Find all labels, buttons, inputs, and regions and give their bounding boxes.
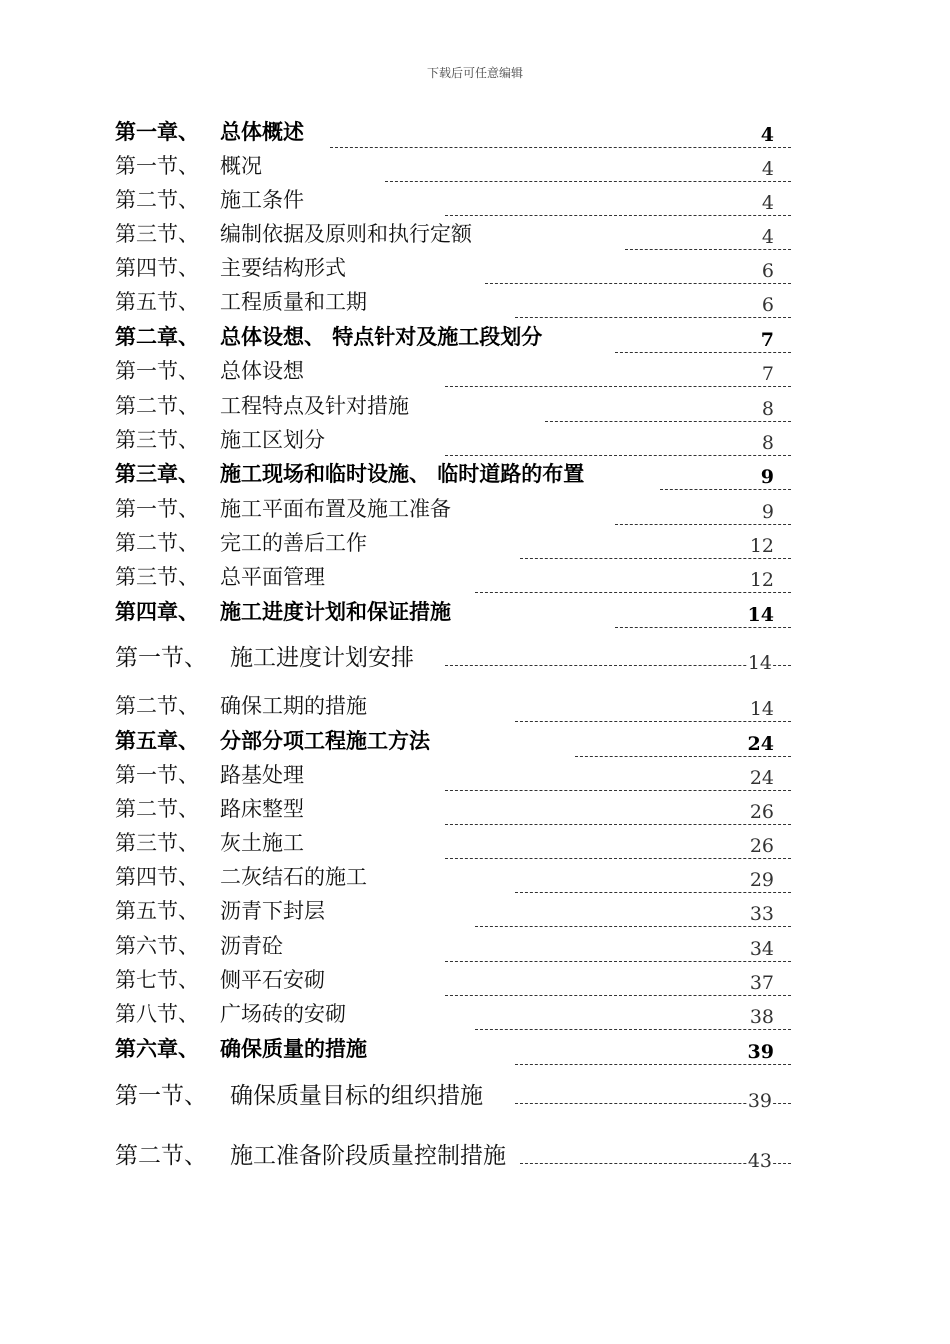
toc-page-number: 7 (760, 329, 774, 351)
toc-dot-leader (615, 626, 791, 628)
toc-entry-number: 第二节、 (115, 694, 199, 718)
toc-section-row[interactable] (115, 428, 791, 458)
toc-section-row[interactable] (115, 899, 791, 929)
toc-entry-title: 总平面管理 (220, 565, 325, 589)
toc-entry-number: 第三节、 (115, 831, 199, 855)
toc-section-row[interactable] (115, 290, 791, 320)
toc-dot-leader (515, 720, 791, 722)
toc-page-number: 26 (749, 835, 774, 857)
toc-page-number: 4 (761, 158, 774, 180)
toc-section-row[interactable] (115, 1144, 791, 1174)
toc-dot-leader (475, 1028, 791, 1030)
toc-entry-title: 概况 (220, 154, 262, 178)
toc-entry-title: 沥青下封层 (220, 899, 325, 923)
toc-section-row[interactable] (115, 694, 791, 724)
toc-dot-leader (445, 960, 791, 962)
toc-dot-leader (515, 891, 791, 893)
toc-entry-number: 第六节、 (115, 934, 199, 958)
toc-page-number: 39 (747, 1090, 772, 1112)
toc-section-row[interactable] (115, 865, 791, 895)
toc-dot-leader (575, 755, 791, 757)
toc-entry-title: 沥青砼 (220, 934, 283, 958)
toc-dot-leader (445, 454, 791, 456)
toc-entry-number: 第二节、 (115, 394, 199, 418)
toc-page-number: 9 (760, 466, 774, 488)
toc-dot-leader (515, 316, 791, 318)
toc-page-number: 6 (761, 260, 774, 282)
toc-entry-title: 工程质量和工期 (220, 290, 367, 314)
toc-dot-leader (445, 385, 791, 387)
toc-page-number: 6 (761, 294, 774, 316)
toc-entry-number: 第三节、 (115, 428, 199, 452)
toc-entry-number: 第二节、 (115, 1143, 207, 1169)
toc-entry-number: 第一节、 (115, 763, 199, 787)
toc-dot-leader (445, 994, 791, 996)
toc-chapter-row[interactable] (115, 462, 791, 492)
toc-section-row[interactable] (115, 646, 791, 676)
toc-entry-number: 第一章、 (115, 120, 199, 144)
toc-page-number: 14 (747, 652, 772, 674)
toc-dot-leader (445, 664, 791, 666)
toc-entry-number: 第五章、 (115, 729, 199, 753)
toc-entry-number: 第二章、 (115, 325, 199, 349)
toc-chapter-row[interactable] (115, 325, 791, 355)
toc-page-number: 8 (761, 398, 774, 420)
toc-section-row[interactable] (115, 831, 791, 861)
toc-entry-number: 第五节、 (115, 290, 199, 314)
toc-entry-number: 第五节、 (115, 899, 199, 923)
toc-page-number: 4 (761, 226, 774, 248)
toc-entry-title: 灰土施工 (220, 831, 304, 855)
toc-section-row[interactable] (115, 1084, 791, 1114)
toc-dot-leader (545, 420, 791, 422)
toc-chapter-row[interactable] (115, 120, 791, 150)
toc-entry-title: 二灰结石的施工 (220, 865, 367, 889)
toc-dot-leader (445, 857, 791, 859)
toc-entry-number: 第四节、 (115, 256, 199, 280)
toc-entry-number: 第三节、 (115, 565, 199, 589)
toc-page-number: 26 (749, 801, 774, 823)
toc-dot-leader (385, 180, 791, 182)
toc-entry-title: 确保工期的措施 (220, 694, 367, 718)
toc-entry-title: 施工区划分 (220, 428, 325, 452)
toc-entry-title: 完工的善后工作 (220, 531, 367, 555)
toc-page-number: 8 (761, 432, 774, 454)
toc-page-number: 7 (761, 363, 774, 385)
toc-entry-title: 路床整型 (220, 797, 304, 821)
toc-entry-title: 施工进度计划和保证措施 (220, 600, 451, 624)
toc-page-number: 14 (747, 604, 774, 626)
toc-entry-number: 第一节、 (115, 645, 207, 671)
toc-page-number: 4 (761, 192, 774, 214)
toc-entry-title: 施工准备阶段质量控制措施 (230, 1143, 506, 1169)
toc-entry-title: 编制依据及原则和执行定额 (220, 222, 472, 246)
toc-entry-number: 第一节、 (115, 497, 199, 521)
toc-entry-number: 第二节、 (115, 797, 199, 821)
toc-section-row[interactable] (115, 968, 791, 998)
toc-section-row[interactable] (115, 497, 791, 527)
toc-chapter-row[interactable] (115, 729, 791, 759)
toc-section-row[interactable] (115, 565, 791, 595)
toc-entry-title: 工程特点及针对措施 (220, 394, 409, 418)
toc-page-number: 29 (749, 869, 774, 891)
toc-section-row[interactable] (115, 154, 791, 184)
toc-dot-leader (445, 823, 791, 825)
toc-dot-leader (615, 351, 791, 353)
toc-page-number: 38 (749, 1006, 774, 1028)
toc-page-number: 14 (749, 698, 774, 720)
toc-entry-title: 施工进度计划安排 (230, 645, 414, 671)
toc-page-number: 12 (749, 569, 774, 591)
toc-entry-number: 第三节、 (115, 222, 199, 246)
toc-entry-title: 总体设想 (220, 359, 304, 383)
toc-dot-leader (625, 248, 791, 250)
toc-section-row[interactable] (115, 188, 791, 218)
toc-dot-leader (515, 1063, 791, 1065)
toc-chapter-row[interactable] (115, 1037, 791, 1067)
toc-entry-number: 第二节、 (115, 531, 199, 555)
toc-entry-number: 第四章、 (115, 600, 199, 624)
toc-page-number: 12 (749, 535, 774, 557)
toc-section-row[interactable] (115, 763, 791, 793)
toc-entry-title: 路基处理 (220, 763, 304, 787)
toc-entry-title: 施工现场和临时设施、 临时道路的布置 (220, 462, 585, 486)
toc-entry-number: 第六章、 (115, 1037, 199, 1061)
toc-entry-title: 总体概述 (220, 120, 304, 144)
toc-entry-number: 第一节、 (115, 154, 199, 178)
toc-entry-title: 分部分项工程施工方法 (220, 729, 430, 753)
toc-page-number: 24 (749, 767, 774, 789)
toc-entry-number: 第一节、 (115, 1083, 207, 1109)
toc-dot-leader (475, 925, 791, 927)
toc-chapter-row[interactable] (115, 600, 791, 630)
toc-entry-number: 第七节、 (115, 968, 199, 992)
toc-dot-leader (445, 214, 791, 216)
toc-entry-title: 确保质量目标的组织措施 (230, 1083, 483, 1109)
toc-section-row[interactable] (115, 359, 791, 389)
toc-entry-title: 施工平面布置及施工准备 (220, 497, 451, 521)
toc-entry-number: 第二节、 (115, 188, 199, 212)
toc-section-row[interactable] (115, 256, 791, 286)
toc-dot-leader (520, 557, 791, 559)
toc-section-row[interactable] (115, 934, 791, 964)
toc-dot-leader (485, 282, 791, 284)
toc-entry-title: 施工条件 (220, 188, 304, 212)
toc-section-row[interactable] (115, 222, 791, 252)
toc-entry-title: 广场砖的安砌 (220, 1002, 346, 1026)
toc-entry-number: 第四节、 (115, 865, 199, 889)
toc-dot-leader (445, 789, 791, 791)
toc-page-number: 37 (749, 972, 774, 994)
toc-entry-title: 总体设想、 特点针对及施工段划分 (220, 325, 543, 349)
toc-entry-number: 第一节、 (115, 359, 199, 383)
page-header: 下载后可任意编辑 (426, 66, 523, 80)
toc-dot-leader (475, 591, 791, 593)
toc-section-row[interactable] (115, 797, 791, 827)
toc-dot-leader (615, 523, 791, 525)
toc-page-number: 24 (747, 733, 774, 755)
toc-page-number: 39 (747, 1041, 774, 1063)
toc-page-number: 4 (760, 124, 774, 146)
toc-entry-number: 第三章、 (115, 462, 199, 486)
toc-dot-leader (660, 488, 791, 490)
toc-entry-number: 第八节、 (115, 1002, 199, 1026)
toc-section-row[interactable] (115, 1002, 791, 1032)
toc-entry-title: 主要结构形式 (220, 256, 346, 280)
toc-entry-title: 确保质量的措施 (220, 1037, 367, 1061)
toc-page-number: 34 (749, 938, 774, 960)
toc-page-number: 9 (761, 501, 774, 523)
toc-page-number: 43 (747, 1150, 772, 1172)
toc-section-row[interactable] (115, 531, 791, 561)
toc-page-number: 33 (749, 903, 774, 925)
toc-section-row[interactable] (115, 394, 791, 424)
toc-dot-leader (330, 146, 791, 148)
toc-entry-title: 侧平石安砌 (220, 968, 325, 992)
